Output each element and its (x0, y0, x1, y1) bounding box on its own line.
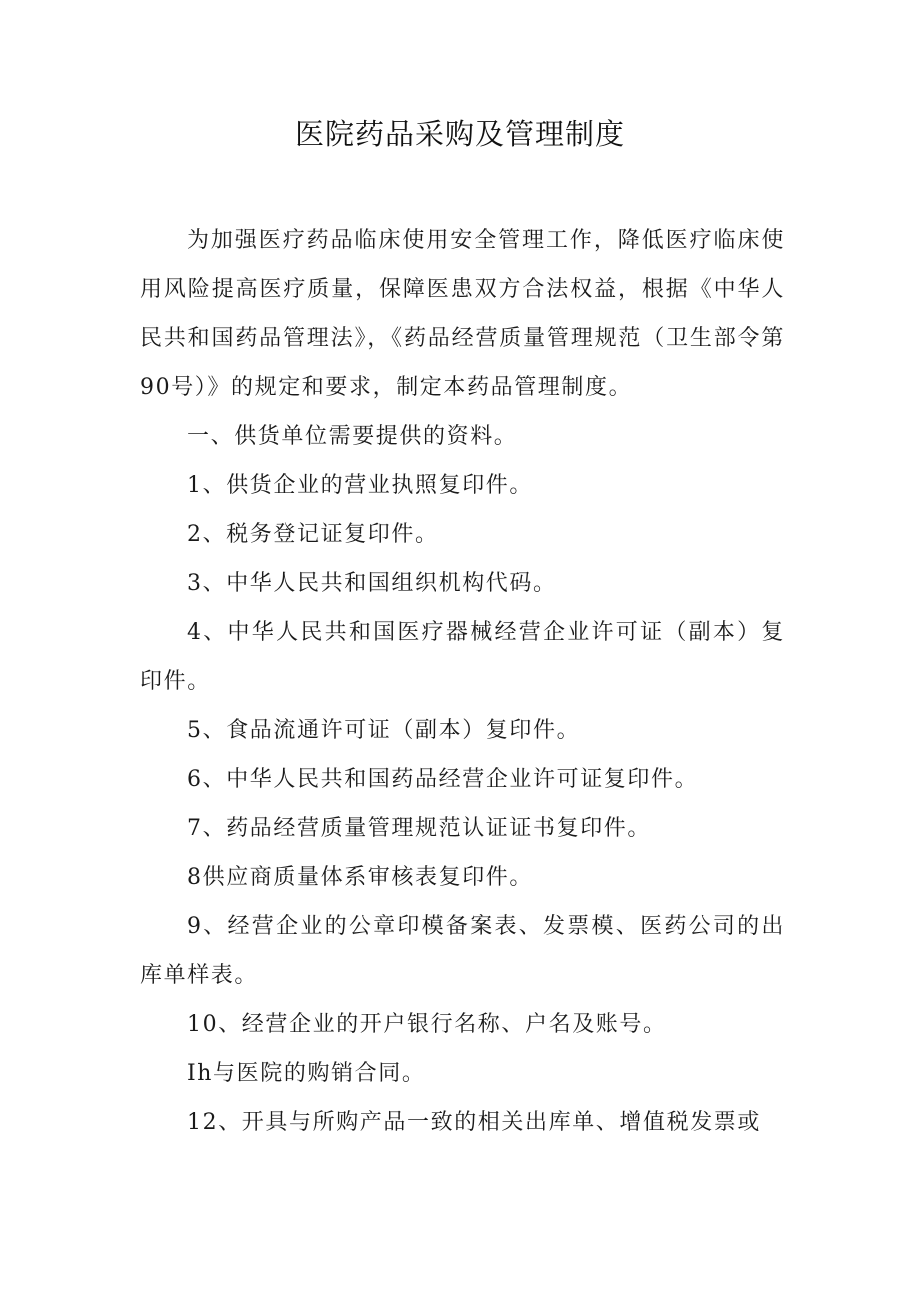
list-item-1: 1、供货企业的营业执照复印件。 (187, 473, 533, 498)
list-item-2: 2、税务登记证复印件。 (187, 522, 439, 547)
list-item-9: 9、经营企业的公章印模备案表、发票模、医药公司的出库单样表。 (140, 914, 785, 988)
intro-paragraph: 为加强医疗药品临床使用安全管理工作，降低医疗临床使用风险提高医疗质量，保障医患双方合法权益，根据《中华人民共和国药品管理法》，《药品经营质量管理规范（卫生部令第90号）》的规定和要求，制定本药品管理制度。 (140, 228, 785, 400)
list-item-10: 10、经营企业的开户银行名称、户名及账号。 (187, 1012, 667, 1037)
list-item-3: 3、中华人民共和国组织机构代码。 (187, 571, 557, 596)
section-heading-1: 一、供货单位需要提供的资料。 (187, 424, 518, 449)
list-item-6: 6、中华人民共和国药品经营企业许可证复印件。 (187, 767, 699, 792)
document-body (140, 216, 785, 1147)
list-item-5: 5、食品流通许可证（副本）复印件。 (187, 718, 581, 743)
list-item-8: 8供应商质量体系审核表复印件。 (187, 865, 533, 890)
document-title: 医院药品采购及管理制度 (294, 117, 625, 151)
list-item-7: 7、药品经营质量管理规范认证证书复印件。 (187, 816, 651, 841)
list-item-12: 12、开具与所购产品一致的相关出库单、增值税发票或 (187, 1110, 761, 1135)
list-item-4: 4、中华人民共和国医疗器械经营企业许可证（副本）复印件。 (140, 620, 785, 694)
list-item-11: Ih与医院的购销合同。 (187, 1061, 426, 1086)
